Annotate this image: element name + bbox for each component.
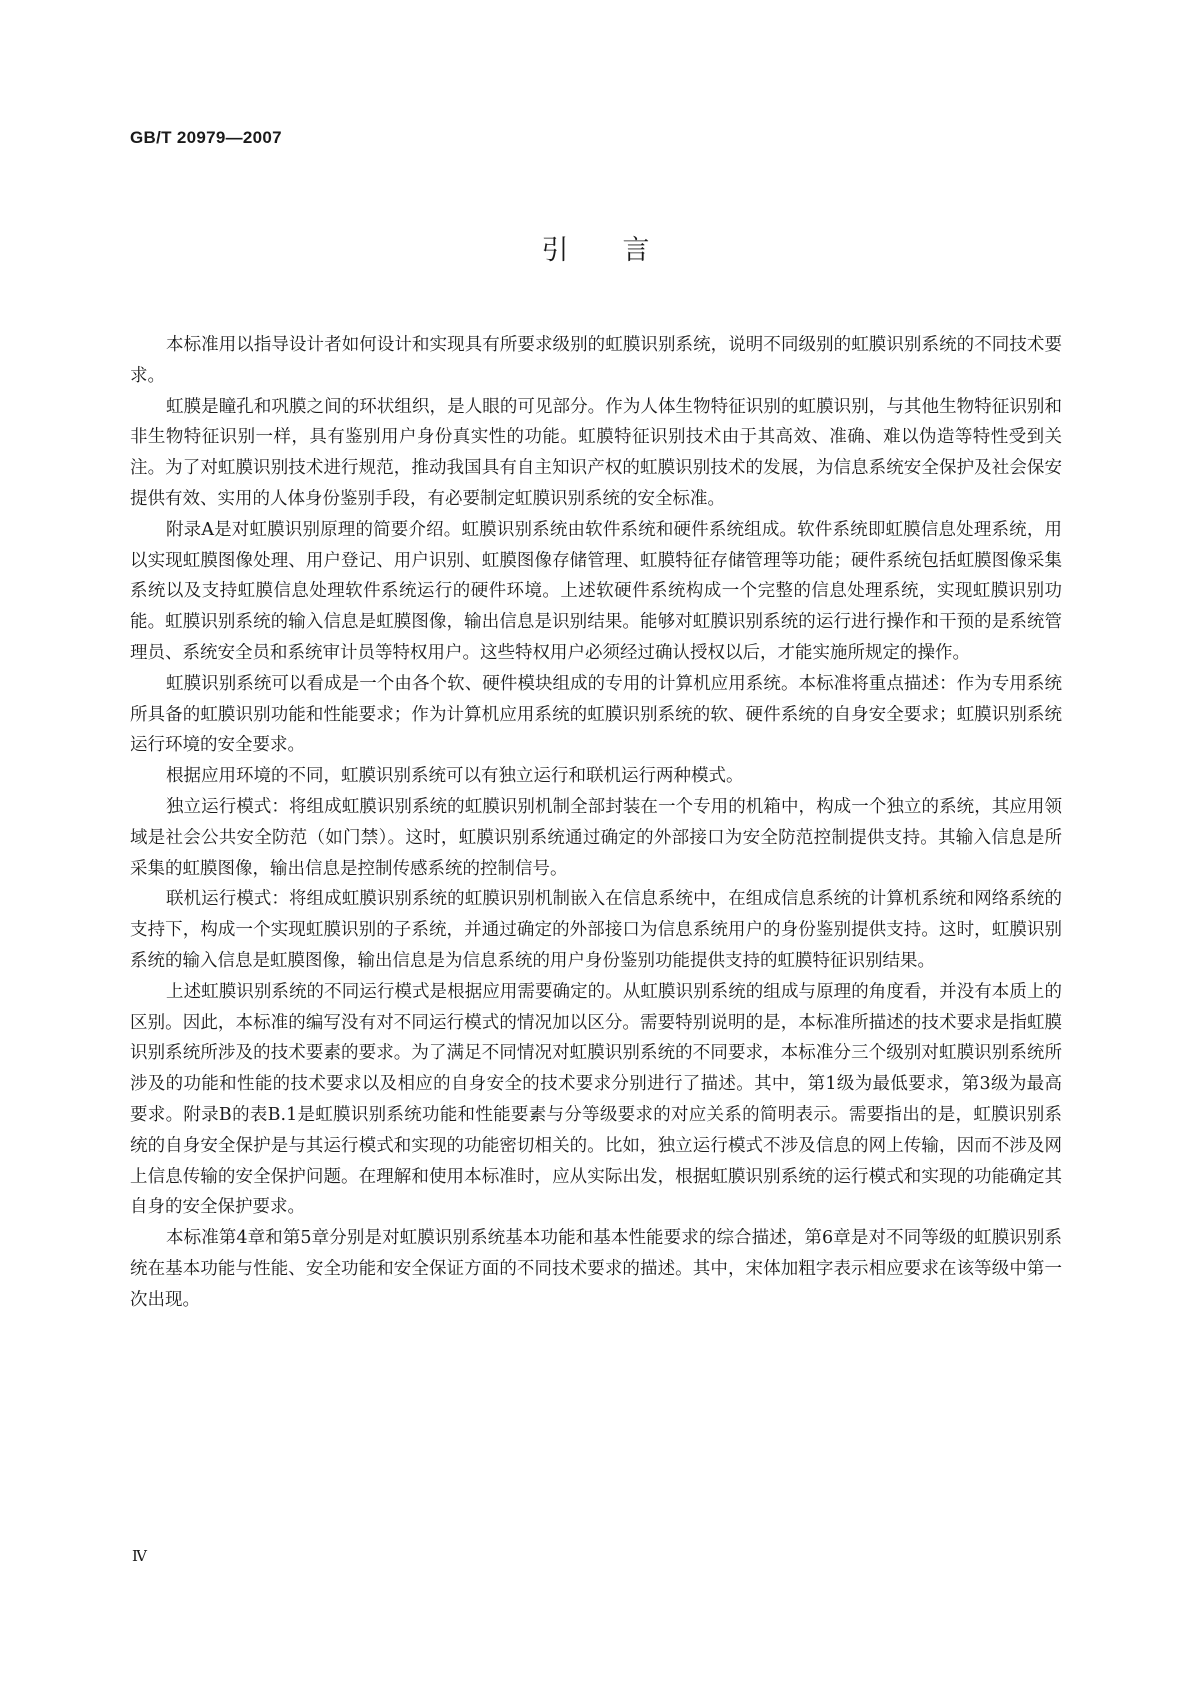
paragraph-7: 联机运行模式：将组成虹膜识别系统的虹膜识别机制嵌入在信息系统中，在组成信息系统的计算机系统和网络系统的支持下，构成一个实现虹膜识别的子系统，并通过确定的外部接口为信息系统用户的身份鉴别提供支持。这时，虹膜识别系统的输入信息是虹膜图像，输出信息是为信息系统的用户身份鉴别功能提供支持的虹膜特征识别结果。	[130, 889, 1062, 971]
page-title: 引言	[541, 235, 704, 266]
paragraph-3: 附录A是对虹膜识别原理的简要介绍。虹膜识别系统由软件系统和硬件系统组成。软件系统即虹膜信息处理系统，用以实现虹膜图像处理、用户登记、用户识别、虹膜图像存储管理、虹膜特征存储管理等功能；硬件系统包括虹膜图像采集系统以及支持虹膜信息处理软件系统运行的硬件环境。上述软硬件系统构成一个完整的信息处理系统，实现虹膜识别功能。虹膜识别系统的输入信息是虹膜图像，输出信息是识别结果。能够对虹膜识别系统的运行进行操作和干预的是系统管理员、系统安全员和系统审计员等特权用户。这些特权用户必须经过确认授权以后，才能实施所规定的操作。	[130, 519, 1062, 663]
paragraph-8: 上述虹膜识别系统的不同运行模式是根据应用需要确定的。从虹膜识别系统的组成与原理的角度看，并没有本质上的区别。因此，本标准的编写没有对不同运行模式的情况加以区分。需要特别说明的是，本标准所描述的技术要求是指虹膜识别系统所涉及的技术要素的要求。为了满足不同情况对虹膜识别系统的不同要求，本标准分三个级别对虹膜识别系统所涉及的功能和性能的技术要求以及相应的自身安全的技术要求分别进行了描述。其中，第1级为最低要求，第3级为最高要求。附录B的表B.1是虹膜识别系统功能和性能要素与分等级要求的对应关系的简明表示。需要指出的是，虹膜识别系统的自身安全保护是与其运行模式和实现的功能密切相关的。比如，独立运行模式不涉及信息的网上传输，因而不涉及网上信息传输的安全保护问题。在理解和使用本标准时，应从实际出发，根据虹膜识别系统的运行模式和实现的功能确定其自身的安全保护要求。	[130, 981, 1062, 1218]
page-number: Ⅳ	[132, 1547, 147, 1565]
paragraph-6: 独立运行模式：将组成虹膜识别系统的虹膜识别机制全部封装在一个专用的机箱中，构成一个独立的系统，其应用领域是社会公共安全防范（如门禁）。这时，虹膜识别系统通过确定的外部接口为安全防范控制提供支持。其输入信息是所采集的虹膜图像，输出信息是控制传感系统的控制信号。	[130, 796, 1062, 879]
paragraph-9: 本标准第4章和第5章分别是对虹膜识别系统基本功能和基本性能要求的综合描述，第6章是对不同等级的虹膜识别系统在基本功能与性能、安全功能和安全保证方面的不同技术要求的描述。其中，宋体加粗字表示相应要求在该等级中第一次出现。	[130, 1228, 1062, 1310]
paragraph-5: 根据应用环境的不同，虹膜识别系统可以有独立运行和联机运行两种模式。	[166, 766, 744, 787]
paragraph-2: 虹膜是瞳孔和巩膜之间的环状组织，是人眼的可见部分。作为人体生物特征识别的虹膜识别，与其他生物特征识别和非生物特征识别一样，具有鉴别用户身份真实性的功能。虹膜特征识别技术由于其高效、准确、难以伪造等特性受到关注。为了对虹膜识别技术进行规范，推动我国具有自主知识产权的虹膜识别技术的发展，为信息系统安全保护及社会保安提供有效、实用的人体身份鉴别手段，有必要制定虹膜识别系统的安全标准。	[130, 396, 1062, 509]
paragraph-4: 虹膜识别系统可以看成是一个由各个软、硬件模块组成的专用的计算机应用系统。本标准将重点描述：作为专用系统所具备的虹膜识别功能和性能要求；作为计算机应用系统的虹膜识别系统的软、硬件系统的自身安全要求；虹膜识别系统运行环境的安全要求。	[130, 673, 1062, 756]
paragraph-1: 本标准用以指导设计者如何设计和实现具有所要求级别的虹膜识别系统，说明不同级别的虹膜识别系统的不同技术要求。	[130, 335, 1062, 386]
body-text	[130, 330, 1062, 1316]
standard-code: GB/T 20979—2007	[130, 128, 282, 147]
